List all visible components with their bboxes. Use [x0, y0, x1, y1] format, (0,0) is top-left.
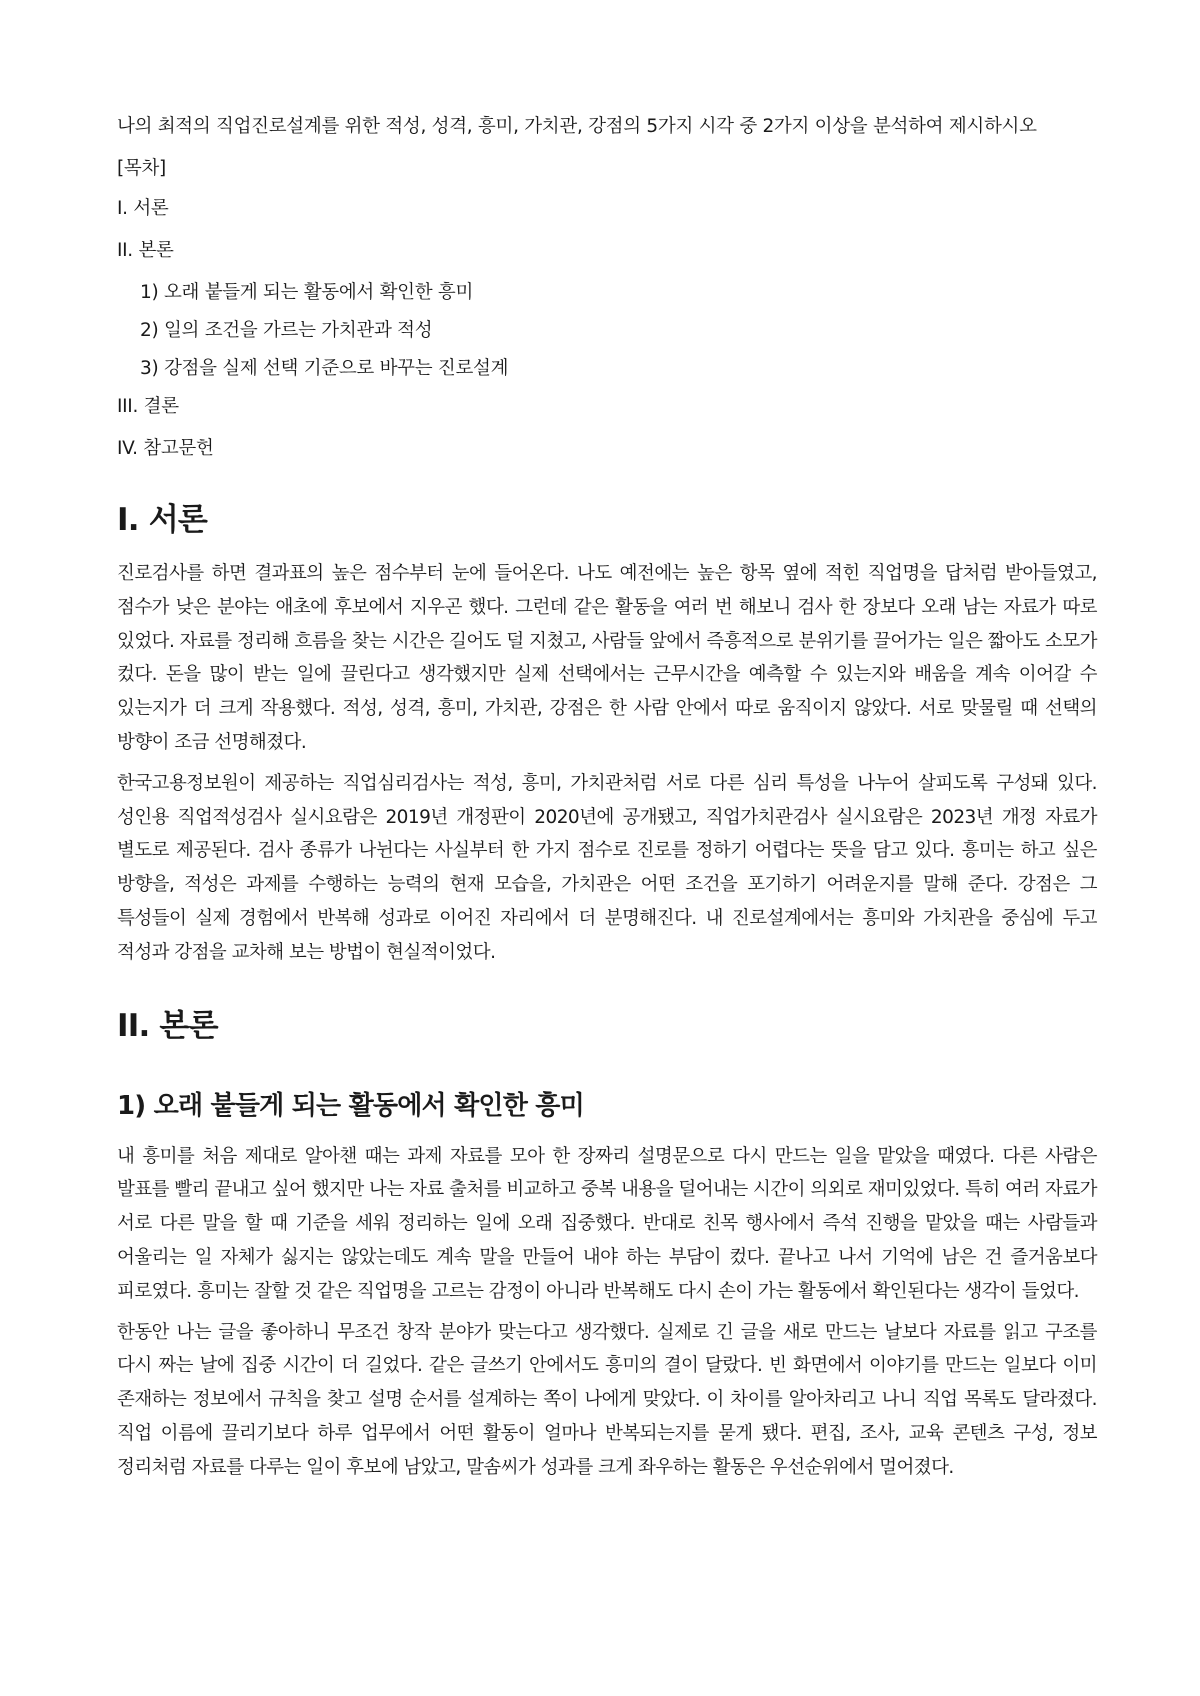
body-heading: II. 본론	[117, 1007, 218, 1044]
toc-item-intro: I. 서론	[117, 198, 169, 219]
toc-item-body: II. 본론	[117, 240, 174, 261]
toc-item-body-3: 3) 강점을 실제 선택 기준으로 바꾸는 진로설계	[140, 358, 509, 379]
toc-item-body-1: 1) 오래 붙들게 되는 활동에서 확인한 흥미	[140, 282, 474, 303]
intro-heading: I. 서론	[117, 502, 207, 538]
assignment-prompt: 나의 최적의 직업진로설계를 위한 적성, 성격, 흥미, 가치관, 강점의 5가지 시각 중 2가지 이상을 분석하여 제시하시오	[117, 116, 1037, 137]
intro-paragraph: 진로검사를 하면 결과표의 높은 점수부터 눈에 들어온다. 나도 예전에는 높은 항목 옆에 적힌 직업명을 답처럼 받아들였고, 점수가 낮은 분야는 애초에 후보에서 지우곤 했다. 그런데 같은 활동을 여러 번 해보니 검사 한 장보다 오래 남는 자료가 따로 있었다. 자료를 정리해 흐름을 찾는 시간은 길어도 덜 지쳤고, 사람들 앞에서 즉흥적으로 분위기를 끌어가는 일은 짧아도 소모가 컸다. 돈을 많이 받는 일에 끌린다고 생각했지만 실제 선택에서는 근무시간을 예측할 수 있는지와 배움을 계속 이어갈 수 있는지가 더 크게 작용했다. 적성, 성격, 흥미, 가치관, 강점은 한 사람 안에서 따로 움직이지 않았다. 서로 맞물릴 때 선택의 방향이 조금 선명해졌다.	[117, 563, 1097, 753]
intro-paragraph: 한국고용정보원이 제공하는 직업심리검사는 적성, 흥미, 가치관처럼 서로 다른 심리 특성을 나누어 살피도록 구성돼 있다. 성인용 직업적성검사 실시요람은 2019년 개정판이 2020년에 공개됐고, 직업가치관검사 실시요람은 2023년 개정 자료가 별도로 제공된다. 검사 종류가 나뉜다는 사실부터 한 가지 점수로 진로를 정하기 어렵다는 뜻을 담고 있다. 흥미는 하고 싶은 방향을, 적성은 과제를 수행하는 능력의 현재 모습을, 가치관은 어떤 조건을 포기하기 어려운지를 말해 준다. 강점은 그 특성들이 실제 경험에서 반복해 성과로 이어진 자리에서 더 분명해진다. 내 진로설계에서는 흥미와 가치관을 중심에 두고 적성과 강점을 교차해 보는 방법이 현실적이었다.	[117, 772, 1097, 963]
document-page	[117, 112, 1097, 1492]
toc-title: [목차]	[117, 158, 166, 179]
body-subsection-1-paragraph: 한동안 나는 글을 좋아하니 무조건 창작 분야가 맞는다고 생각했다. 실제로 긴 글을 새로 만드는 날보다 자료를 읽고 구조를 다시 짜는 날에 집중 시간이 더 길었다. 같은 글쓰기 안에서도 흥미의 결이 달랐다. 빈 화면에서 이야기를 만드는 일보다 이미 존재하는 정보에서 규칙을 찾고 설명 순서를 설계하는 쪽이 나에게 맞았다. 이 차이를 알아차리고 나니 직업 목록도 달라졌다. 직업 이름에 끌리기보다 하루 업무에서 어떤 활동이 얼마나 반복되는지를 묻게 됐다. 편집, 조사, 교육 콘텐츠 구성, 정보 정리처럼 자료를 다루는 일이 후보에 남았고, 말솜씨가 성과를 크게 좌우하는 활동은 우선순위에서 멀어졌다.	[117, 1321, 1097, 1478]
body-subsection-1-heading: 1) 오래 붙들게 되는 활동에서 확인한 흥미	[117, 1090, 584, 1121]
body-subsection-1-paragraph: 내 흥미를 처음 제대로 알아챈 때는 과제 자료를 모아 한 장짜리 설명문으로 다시 만드는 일을 맡았을 때였다. 다른 사람은 발표를 빨리 끝내고 싶어 했지만 나는 자료 출처를 비교하고 중복 내용을 덜어내는 시간이 의외로 재미있었다. 특히 여러 자료가 서로 다른 말을 할 때 기준을 세워 정리하는 일에 오래 집중했다. 반대로 친목 행사에서 즉석 진행을 맡았을 때는 사람들과 어울리는 일 자체가 싫지는 않았는데도 계속 말을 만들어 내야 하는 부담이 컸다. 끝나고 나서 기억에 남은 건 즐거움보다 피로였다. 흥미는 잘할 것 같은 직업명을 고르는 감정이 아니라 반복해도 다시 손이 가는 활동에서 확인된다는 생각이 들었다.	[117, 1145, 1097, 1302]
toc-item-references: IV. 참고문헌	[117, 438, 214, 459]
toc-item-body-2: 2) 일의 조건을 가르는 가치관과 적성	[140, 320, 433, 341]
table-of-contents	[117, 154, 1097, 464]
toc-item-conclusion: III. 결론	[117, 396, 179, 417]
